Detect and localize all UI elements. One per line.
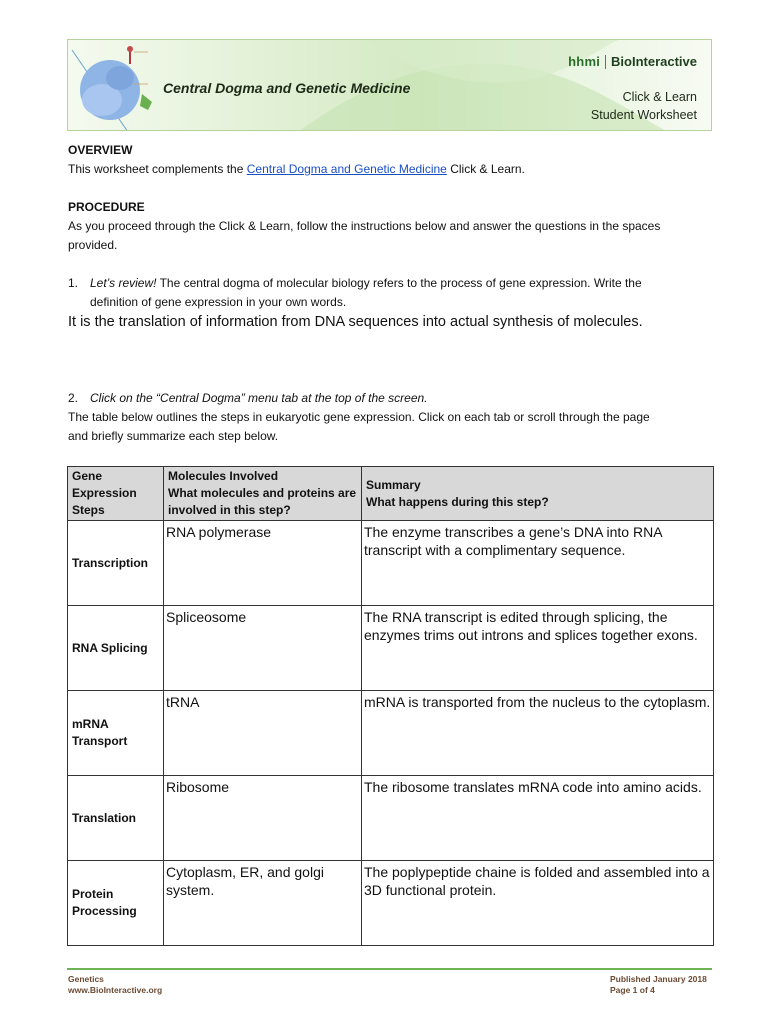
brand-divider	[605, 55, 606, 69]
footer-subject: Genetics	[68, 974, 104, 984]
molecules-cell[interactable]: tRNA	[164, 691, 362, 776]
molecules-cell[interactable]: Cytoplasm, ER, and golgi system.	[164, 861, 362, 946]
step-name: Transcription	[68, 521, 164, 606]
footer-page-number: Page 1 of 4	[610, 985, 655, 995]
subtitle-click-learn: Click & Learn	[622, 90, 697, 104]
header-molecules-title: Molecules Involved	[168, 469, 279, 483]
question-1	[68, 274, 642, 293]
table-row	[68, 861, 714, 946]
procedure-line-1: As you proceed through the Click & Learn, follow the instructions below and answer the questions in the spaces	[68, 219, 661, 233]
header-molecules-sub: What molecules and proteins are involved in this step?	[168, 486, 357, 517]
table-row	[68, 606, 714, 691]
overview-heading: OVERVIEW	[68, 143, 133, 157]
overview-text-after: Click & Learn.	[446, 162, 525, 176]
summary-cell[interactable]: The ribosome translates mRNA code into amino acids.	[362, 776, 714, 861]
question-1-answer[interactable]: It is the translation of information from DNA sequences into actual synthesis of molecules.	[68, 314, 643, 330]
table-row	[68, 521, 714, 606]
procedure-heading: PROCEDURE	[68, 200, 145, 214]
step-name: mRNA Transport	[68, 691, 164, 776]
question-1-text: The central dogma of molecular biology refers to the process of gene expression. Write the	[156, 276, 642, 290]
header-steps: Gene Expression Steps	[68, 467, 164, 521]
gene-expression-table	[67, 466, 714, 946]
overview-text	[68, 160, 525, 179]
header-molecules	[164, 467, 362, 521]
table-row	[68, 691, 714, 776]
step-name: Translation	[68, 776, 164, 861]
molecules-cell[interactable]: RNA polymerase	[164, 521, 362, 606]
question-2-number: 2.	[68, 391, 79, 405]
subtitle-student-worksheet: Student Worksheet	[590, 108, 697, 122]
question-2	[68, 389, 428, 408]
question-1-number: 1.	[68, 276, 79, 290]
header-subtitle	[591, 88, 697, 124]
hhmi-logo-text: hhmi	[568, 54, 601, 69]
header-summary-title: Summary	[366, 477, 421, 492]
central-dogma-link[interactable]: Central Dogma and Genetic Medicine	[246, 162, 447, 176]
question-2-instruction: Click on the “Central Dogma” menu tab at the top of the screen.	[90, 391, 428, 405]
overview-text-before: This worksheet complements the	[68, 162, 247, 176]
header-banner	[67, 39, 712, 131]
footer-published: Published January 2018	[610, 974, 707, 984]
summary-cell[interactable]: The RNA transcript is edited through splicing, the enzymes trims out introns and splices together exons.	[362, 606, 714, 691]
footer-left	[68, 974, 162, 996]
footer-right	[610, 974, 707, 996]
header-summary-sub: What happens during this step?	[366, 494, 549, 509]
molecules-cell[interactable]: Ribosome	[164, 776, 362, 861]
footer-rule	[67, 968, 712, 970]
brand-logo	[568, 54, 697, 69]
procedure-line-2: provided.	[68, 238, 118, 252]
summary-cell[interactable]: The enzyme transcribes a gene’s DNA into RNA transcript with a complimentary sequence.	[362, 521, 714, 606]
step-name: Protein Processing	[68, 861, 164, 946]
step-name: RNA Splicing	[68, 606, 164, 691]
footer-website[interactable]: www.BioInteractive.org	[68, 985, 163, 995]
header-summary	[362, 467, 714, 521]
table-row	[68, 776, 714, 861]
question-1-line-2: definition of gene expression in your own words.	[90, 295, 347, 309]
summary-cell[interactable]: The poplypeptide chaine is folded and assembled into a 3D functional protein.	[362, 861, 714, 946]
summary-cell[interactable]: mRNA is transported from the nucleus to the cytoplasm.	[362, 691, 714, 776]
question-2-line-3: and briefly summarize each step below.	[68, 429, 279, 443]
molecules-cell[interactable]: Spliceosome	[164, 606, 362, 691]
worksheet-title: Central Dogma and Genetic Medicine	[163, 80, 411, 96]
question-1-italic: Let’s review!	[90, 276, 157, 290]
question-2-line-2: The table below outlines the steps in eukaryotic gene expression. Click on each tab or scroll through the page	[68, 410, 650, 424]
biointeractive-logo-text: BioInteractive	[611, 54, 697, 69]
table-header-row	[68, 467, 714, 521]
